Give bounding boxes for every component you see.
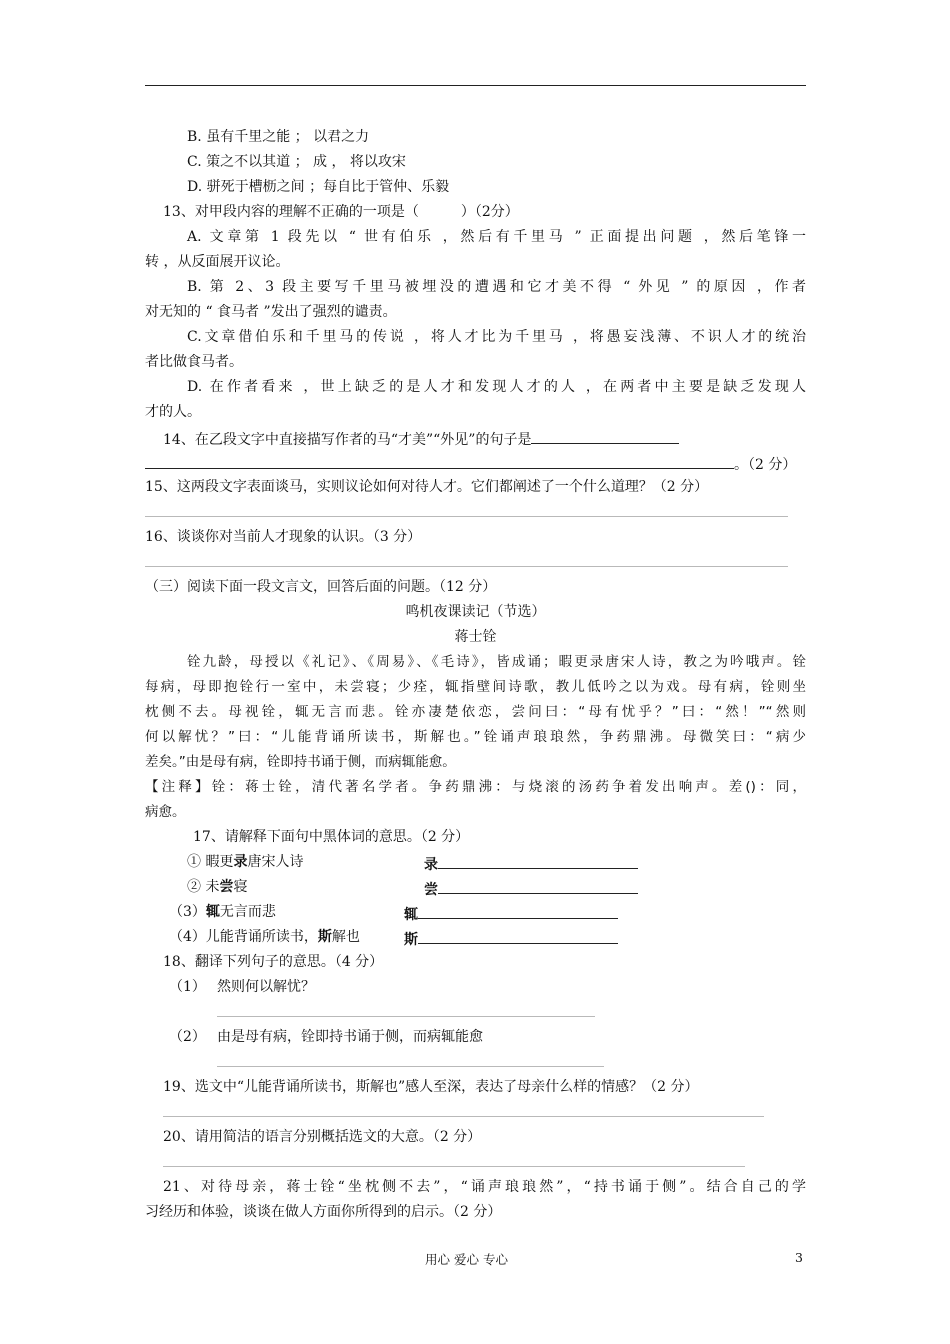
q17-stem: 17、请解释下面句中黑体词的意思。（2 分） (193, 829, 470, 845)
q17-item-3-post: 无言而悲 (219, 904, 276, 920)
q13-option-c-line1: C.文章借伯乐和千里马的传说 ，将人才比为千里马 ，将愚妄浅薄、不识人才的统治 (187, 329, 806, 345)
q13-option-b-line2: 对无知的 “ 食马者 ”发出了强烈的谴责。 (145, 304, 397, 320)
option-d: D. 骈死于槽枥之间 ；每自比于管仲、乐毅 (187, 179, 450, 195)
q14-answer-blank-1[interactable] (531, 429, 679, 444)
q14-score: 。（2 分） (734, 457, 797, 473)
q18-s1-num: （1） (169, 979, 206, 995)
passage-line-5: 差矣。”由是母有病，铨即持书诵于侧，而病辄能愈。 (145, 754, 456, 770)
q13-option-b-line1: B. 第 2、3 段主要写千里马被埋没的遭遇和它才美不得 “ 外见 ” 的原因 ，作者 (187, 279, 806, 295)
q13-option-d-line2: 才的人。 (145, 404, 201, 420)
passage-line-4: 何以解忧？”曰：“儿能背诵所读书，斯解也。”铨诵声琅琅然，争药鼎沸。母微笑曰：“病少 (145, 729, 806, 745)
q17-answer-2 (424, 879, 638, 898)
q17-answer-3 (404, 904, 618, 923)
q14-line2 (145, 454, 796, 473)
q13-stem: 13、对甲段内容的理解不正确的一项是（ ）（2分） (163, 204, 519, 220)
q17-item-3 (169, 904, 276, 920)
q17-item-2-post: 寝 (233, 879, 248, 895)
q13-option-a-line2: 转 ，从反面展开议论。 (145, 254, 290, 270)
q13-option-c-line2: 者比做食马者。 (145, 354, 243, 370)
q17-item-1-pre: ① 暇更 (187, 854, 234, 870)
page-number: 3 (795, 1250, 803, 1265)
footer-motto: 用心 爱心 专心 (425, 1252, 508, 1267)
q17-answer-4 (404, 929, 618, 948)
q17-item-2-bold: 尝 (219, 879, 234, 895)
q17-item-4-post: 解也 (331, 929, 360, 945)
q17-item-4-pre: （4）儿能背诵所读书， (169, 929, 318, 945)
header-rule (145, 85, 806, 86)
q17-item-3-pre: （3） (169, 904, 206, 920)
passage-title: 鸣机夜课读记（节选） (405, 604, 546, 620)
q14-stem (163, 429, 679, 448)
q20-stem: 20、请用简洁的语言分别概括选文的大意。（2 分） (163, 1129, 482, 1145)
option-c: C. 策之不以其道 ； 成 ， 将以攻宋 (187, 154, 406, 170)
q17-answer-2-blank[interactable] (438, 879, 638, 894)
passage-line-1: 铨九龄，母授以《礼记》、《周易》、《毛诗》，皆成诵；暇更录唐宋人诗，教之为吟哦声。铨 (187, 654, 806, 670)
q19-stem: 19、选文中“儿能背诵所读书，斯解也”感人至深，表达了母亲什么样的情感？（2 分） (163, 1079, 699, 1095)
q17-answer-4-word: 斯 (404, 932, 418, 948)
q15-stem: 15、这两段文字表面谈马，实则议论如何对待人才。它们都阐述了一个什么道理？（2 分） (145, 479, 709, 495)
q13-option-a-line1: A. 文章第 1 段先以 “ 世有伯乐 ，然后有千里马 ” 正面提出问题 ，然后笔锋一 (187, 229, 806, 245)
option-b: B. 虽有千里之能 ； 以君之力 (187, 129, 370, 145)
q18-s2-answer-line[interactable] (217, 1066, 604, 1067)
q17-answer-1-blank[interactable] (438, 854, 638, 869)
q14-text: 14、在乙段文字中直接描写作者的马“才美”“外见”的句子是 (163, 432, 532, 448)
q20-answer-line[interactable] (163, 1166, 745, 1167)
q16-answer-line[interactable] (145, 566, 788, 567)
q17-item-4-bold: 斯 (317, 929, 332, 945)
passage-line-3: 枕侧不去。母视铨，辄无言而悲。铨亦凄楚依恋，尝问曰：“母有忧乎？”曰：“然！”“然则 (145, 704, 806, 720)
q14-answer-blank-2[interactable] (145, 454, 734, 469)
q17-item-2-pre: ② 未 (187, 879, 220, 895)
section3-heading: （三）阅读下面一段文言文，回答后面的问题。（12 分） (145, 579, 497, 595)
q19-answer-line[interactable] (163, 1116, 764, 1117)
q17-answer-1 (424, 854, 638, 873)
q18-s1: 然则何以解忧？ (217, 979, 315, 995)
q17-answer-3-blank[interactable] (418, 904, 618, 919)
passage-note-line-2: 病愈。 (145, 804, 186, 820)
q16-stem: 16、谈谈你对当前人才现象的认识。（3 分） (145, 529, 422, 545)
q17-item-2 (187, 879, 247, 895)
q18-s1-answer-line[interactable] (217, 1016, 595, 1017)
q17-item-3-bold: 辄 (205, 904, 220, 920)
q17-answer-4-blank[interactable] (418, 929, 618, 944)
passage-line-2: 每病，母即抱铨行一室中，未尝寝；少痊，辄指壁间诗歌，教儿低吟之以为戏。母有病，铨则坐 (145, 679, 806, 695)
q17-answer-2-word: 尝 (424, 882, 438, 898)
q17-item-1 (187, 854, 303, 870)
q17-answer-1-word: 录 (424, 857, 438, 873)
q15-answer-line[interactable] (145, 516, 788, 517)
q18-s2-num: （2） (169, 1029, 206, 1045)
q17-item-1-bold: 录 (233, 854, 248, 870)
q17-item-4 (169, 929, 360, 945)
passage-author: 蒋士铨 (454, 629, 497, 645)
q21-line-1: 21、对待母亲，蒋士铨“坐枕侧不去”，“诵声琅琅然”，“持书诵于侧”。结合自己的学 (163, 1179, 806, 1195)
q18-stem: 18、翻译下列句子的意思。（4 分） (163, 954, 384, 970)
q17-answer-3-word: 辄 (404, 907, 418, 923)
q21-line-2: 习经历和体验，谈谈在做人方面你所得到的启示。（2 分） (145, 1204, 502, 1220)
passage-note-line-1: 【注释】铨：蒋士铨，清代著名学者。争药鼎沸：与烧滚的汤药争着发出响声。差()：同， (145, 779, 806, 795)
q13-option-d-line1: D. 在作者看来 ，世上缺乏的是人才和发现人才的人 ，在两者中主要是缺乏发现人 (187, 379, 806, 395)
q18-s2: 由是母有病，铨即持书诵于侧，而病辄能愈 (217, 1029, 483, 1045)
q17-item-1-post: 唐宋人诗 (247, 854, 304, 870)
